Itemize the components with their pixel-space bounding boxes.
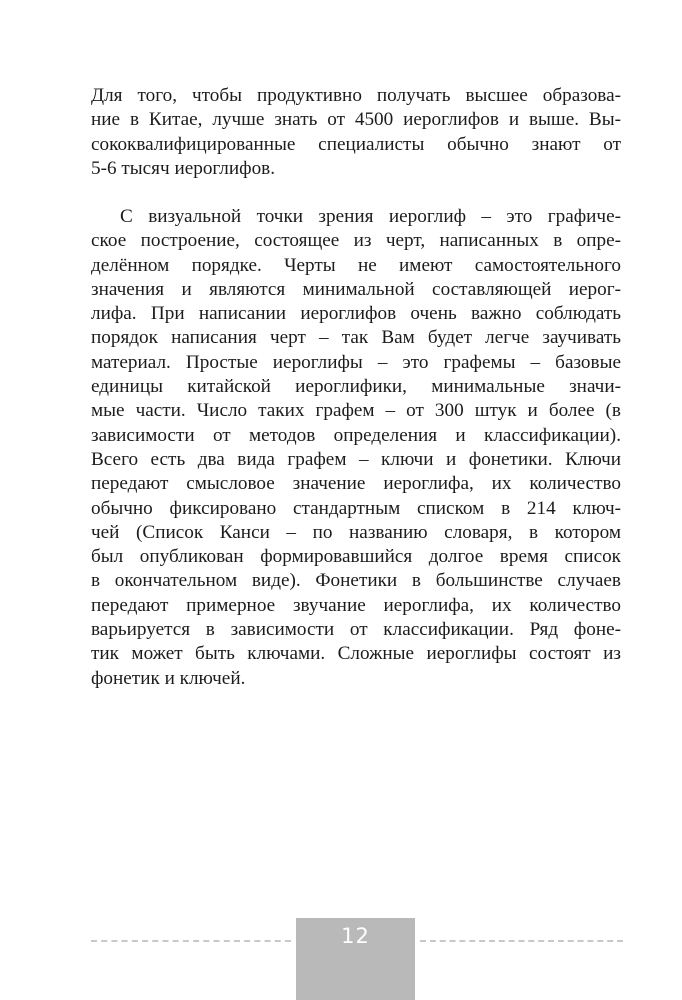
paragraph-1 (91, 84, 621, 181)
text-line: Для того, чтобы продуктивно получать высшее образова- (91, 85, 621, 106)
page-number-box (296, 918, 415, 1000)
text-line: Всего есть два вида графем – ключи и фонетики. Ключи (91, 448, 621, 470)
text-line: ние в Китае, лучше знать от 4500 иероглифов и выше. Вы- (91, 109, 621, 131)
footer-divider-left (91, 940, 291, 942)
text-line: материал. Простые иероглифы – это графемы – базовые (91, 351, 621, 373)
text-line: порядок написания черт – так Вам будет легче заучивать (91, 327, 621, 349)
paragraph-2 (91, 205, 621, 691)
text-line: делённом порядке. Черты не имеют самостоятельного (91, 254, 621, 276)
text-line: обычно фиксировано стандартным списком в 214 ключ- (91, 497, 621, 519)
text-line: сококвалифицированные специалисты обычно знают от (91, 133, 621, 155)
text-line: ское построение, состоящее из черт, написанных в опре- (91, 230, 621, 252)
text-line: значения и являются минимальной составляющей иерог- (91, 278, 621, 300)
text-line: тик может быть ключами. Сложные иероглифы состоят из (91, 643, 621, 665)
footer-divider-right (420, 940, 623, 942)
text-line: фонетик и ключей. (91, 667, 246, 689)
text-line: варьируется в зависимости от классификации. Ряд фоне- (91, 619, 621, 641)
text-line: мые части. Число таких графем – от 300 штук и более (в (91, 400, 621, 422)
text-line: единицы китайской иероглифики, минимальные значи- (91, 376, 621, 398)
text-line: 5-6 тысяч иероглифов. (91, 157, 276, 179)
text-line: лифа. При написании иероглифов очень важно соблюдать (91, 303, 621, 325)
text-line: передают смысловое значение иероглифа, их количество (91, 473, 621, 495)
page-number: 12 (341, 924, 370, 948)
text-line: С визуальной точки зрения иероглиф – это графиче- (120, 206, 621, 227)
text-line: зависимости от методов определения и классификации). (91, 424, 621, 446)
text-line: передают примерное звучание иероглифа, их количество (91, 594, 621, 616)
text-line: был опубликован формировавшийся долгое время список (91, 546, 621, 568)
text-line: в окончательном виде). Фонетики в большинстве случаев (91, 570, 621, 592)
text-line: чей (Список Канси – по названию словаря, в котором (91, 521, 621, 543)
